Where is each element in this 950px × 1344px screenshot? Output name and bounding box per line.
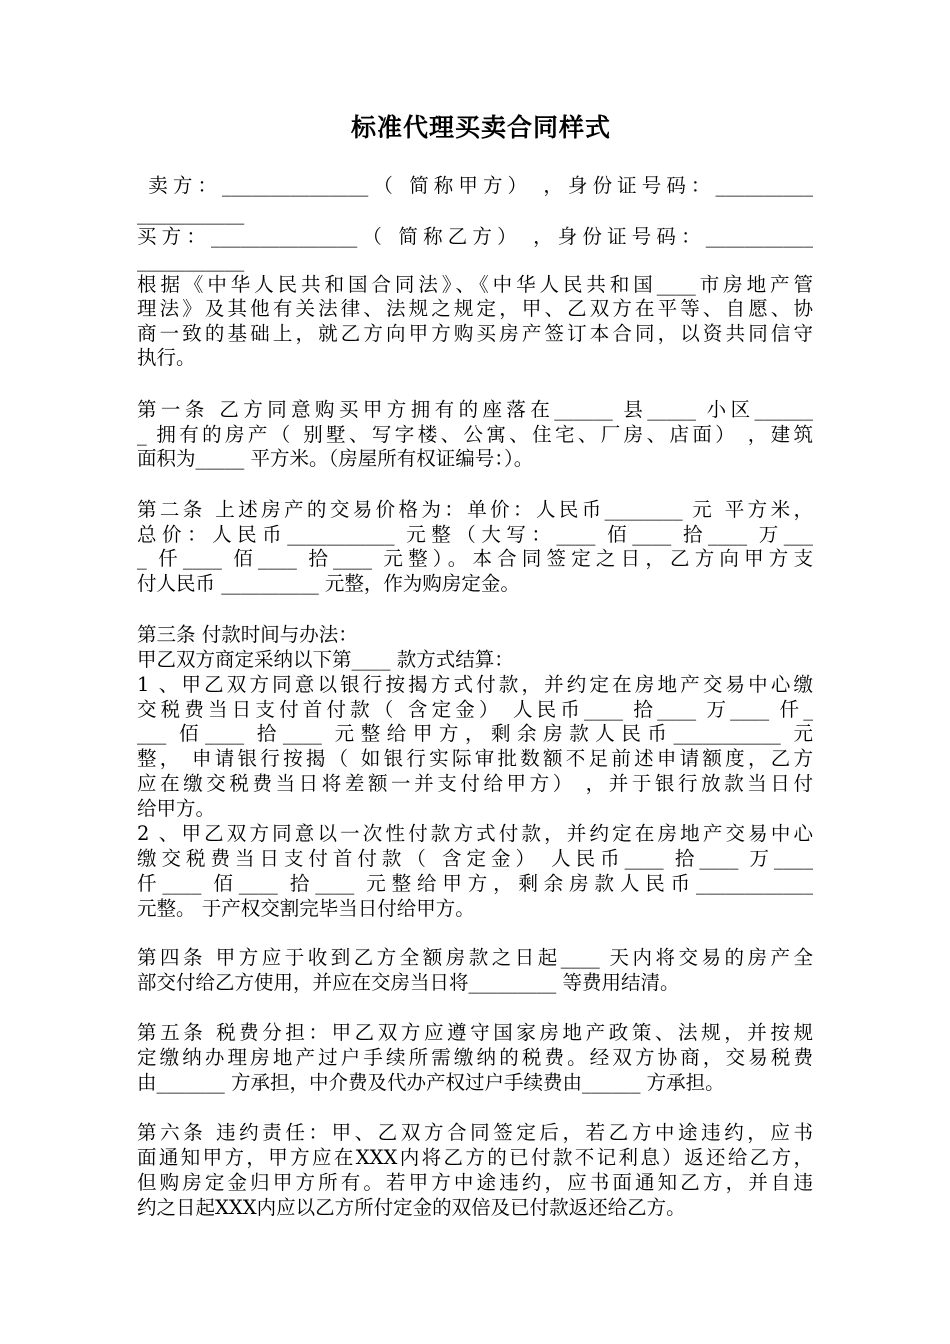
preamble-line: 执行。: [137, 346, 196, 369]
seller-line: 卖方：_______________（ 简称甲方） ，身份证号码：__________: [137, 174, 813, 197]
article-4-line: 第四条 甲方应于收到乙方全额房款之日起____ 天内将交易的房产全: [137, 946, 813, 969]
article-3-option-1-line: 整， 申请银行按揭（ 如银行实际审批数额不足前述申请额度，乙方: [137, 747, 813, 770]
article-6-line: 第六条 违约责任：甲、乙双方合同签定后，若乙方中途违约，应书: [137, 1121, 813, 1144]
article-3-heading: 第三条 付款时间与办法：: [137, 623, 358, 646]
article-1-line: 面积为_____ 平方米。（房屋所有权证编号：）。: [137, 447, 534, 470]
article-2-line: 第二条 上述房产的交易价格为：单价：人民币________ 元 平方米，: [137, 498, 813, 521]
preamble-line: 商一致的基础上，就乙方向甲方购买房产签订本合同，以资共同信守: [137, 322, 813, 345]
article-6-line: 但购房定金归甲方所有。若甲方中途违约，应书面通知乙方，并自违: [137, 1171, 813, 1194]
article-3-option-2-line: 缴交税费当日支付首付款（ 含定金） 人民币____ 拾____ 万____: [137, 847, 813, 870]
article-4-line: 部交付给乙方使用，并应在交房当日将_________ 等费用结清。: [137, 971, 680, 994]
article-3-option-1-line: 应在缴交税费当日将差额一并支付给甲方） ，并于银行放款当日付: [137, 772, 813, 795]
article-3-option-2-line: 元整。 于产权交割完毕当日付给甲方。: [137, 897, 475, 920]
article-1-line: _ 拥有的房产（ 别墅、写字楼、公寓、住宅、厂房、店面） ，建筑: [137, 423, 813, 446]
article-3-option-1-line: 1 、甲乙双方同意以银行按揭方式付款，并约定在房地产交易中心缴: [137, 673, 813, 696]
article-2-line: 总价：人民币___________ 元整（大写：____ 佰____ 拾____ 万___: [137, 523, 813, 546]
article-3-option-2-line: 仟____ 佰____ 拾____ 元整给甲方，剩余房款人民币____________: [137, 872, 813, 895]
article-5-line: 定缴纳办理房地产过户手续所需缴纳的税费。经双方协商，交易税费: [137, 1046, 813, 1069]
article-3-option-1-line: 给甲方。: [137, 797, 216, 820]
article-2-line: 付人民币 __________ 元整，作为购房定金。: [137, 572, 520, 595]
article-3-option-2-line: 2 、甲乙双方同意以一次性付款方式付款，并约定在房地产交易中心: [137, 822, 813, 845]
article-6-line: 约之日起XXX内应以乙方所付定金的双倍及已付款返还给乙方。: [137, 1196, 686, 1219]
article-5-line: 由_______ 方承担，中介费及代办产权过户手续费由______ 方承担。: [137, 1071, 725, 1094]
article-6-line: 面通知甲方，甲方应在XXX内将乙方的已付款不记利息）返还给乙方，: [137, 1146, 813, 1169]
article-3-line: 甲乙双方商定采纳以下第____ 款方式结算：: [137, 648, 514, 671]
seller-line-continuation: ___________: [137, 202, 245, 225]
article-2-line: _ 仟____ 佰____ 拾____ 元整）。本合同签定之日，乙方向甲方支: [137, 547, 813, 570]
article-5-line: 第五条 税费分担：甲乙双方应遵守国家房地产政策、法规，并按规: [137, 1021, 813, 1044]
preamble-line: 根据《中华人民共和国合同法》、《中华人民共和国____市房地产管: [137, 273, 813, 296]
article-1-line: 第一条 乙方同意购买甲方拥有的座落在______ 县_____ 小区______: [137, 398, 813, 421]
article-3-option-1-line: ___ 佰____ 拾____ 元整给甲方，剩余房款人民币___________ 元: [137, 722, 813, 745]
article-3-option-1-line: 交税费当日支付首付款（ 含定金） 人民币____ 拾____ 万____ 仟_: [137, 698, 813, 721]
buyer-line-continuation: ___________: [137, 249, 245, 272]
document-title: 标准代理买卖合同样式: [350, 113, 611, 142]
buyer-line: 买方：_______________（ 简称乙方） ，身份证号码：___________: [137, 225, 813, 248]
preamble-line: 理法》及其他有关法律、法规之规定，甲、乙双方在平等、自愿、协: [137, 297, 813, 320]
